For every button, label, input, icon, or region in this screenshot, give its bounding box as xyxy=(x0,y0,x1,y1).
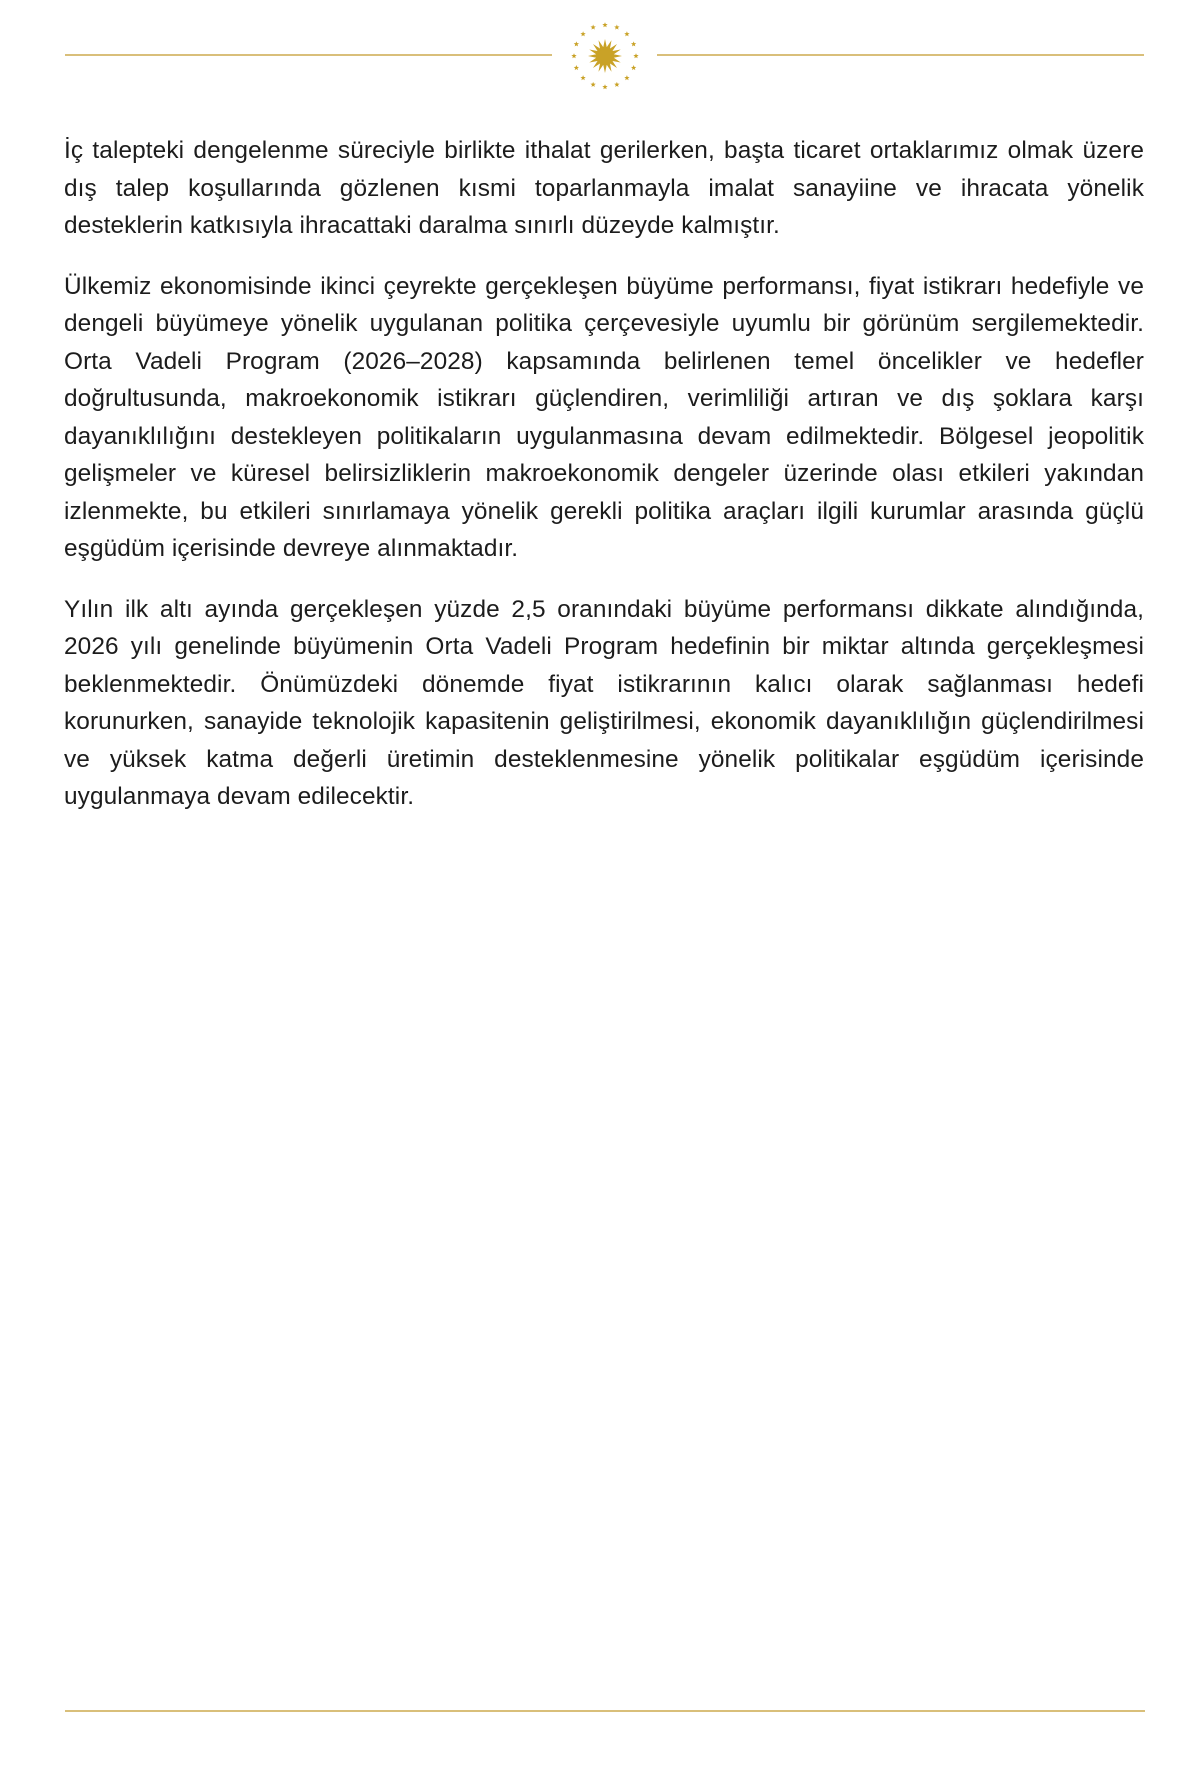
paragraph-growth-performance: Ülkemiz ekonomisinde ikinci çeyrekte gerçekleşen büyüme performansı, fiyat istikrarı hedefiyle ve dengeli büyümeye yönelik uygulanan politika çerçevesiyle uyumlu bir görünüm sergilemektedir. Orta Vadeli Program (2026–2028) kapsamında belirlenen temel öncelikler ve hedefler doğrultusunda, makroekonomik istikrarı güçlendiren, verimliliği artıran ve dış şoklara karşı dayanıklılığını destekleyen politikaların uygulanmasına devam edilmektedir. Bölgesel jeopolitik gelişmeler ve küresel belirsizliklerin makroekonomik dengeler üzerinde olası etkileri yakından izlenmekte, bu etkileri sınırlamaya yönelik gerekli politika araçları ilgili kurumlar arasında güçlü eşgüdüm içerisinde devreye alınmaktadır. xyxy=(64,272,1144,562)
star-icon xyxy=(590,25,595,30)
header-divider-right xyxy=(657,54,1144,56)
header-divider-left xyxy=(65,54,552,56)
star-icon xyxy=(631,65,636,70)
star-icon xyxy=(580,31,585,36)
sun-icon xyxy=(588,39,622,73)
star-icon xyxy=(614,25,619,30)
star-icon xyxy=(624,75,629,80)
star-icon xyxy=(614,82,619,87)
star-icon xyxy=(631,41,636,46)
paragraph-outlook: Yılın ilk altı ayında gerçekleşen yüzde 2,5 oranındaki büyüme performansı dikkate alındığında, 2026 yılı genelinde büyümenin Orta Vadeli Program hedefinin bir miktar altında gerçekleşmesi beklenmektedir. Önümüzdeki dönemde fiyat istikrarının kalıcı olarak sağlanması hedefi korunurken, sanayide teknolojik kapasitenin geliştirilmesi, ekonomik dayanıklılığın güçlendirilmesi ve yüksek katma değerli üretimin desteklenmesine yönelik politikalar eşgüdüm içerisinde uygulanmaya devam edilecektir. xyxy=(64,595,1144,810)
star-icon xyxy=(571,53,576,58)
document-body xyxy=(64,132,1144,839)
star-icon xyxy=(602,22,607,27)
paragraph-imports-exports: İç talepteki dengelenme süreciyle birlikte ithalat gerilerken, başta ticaret ortaklarımız olmak üzere dış talep koşullarında gözlenen kısmi toparlanmayla imalat sanayiine ve ihracata yönelik desteklerin katkısıyla ihracattaki daralma sınırlı düzeyde kalmıştır. xyxy=(64,137,1144,239)
presidential-emblem-icon xyxy=(567,18,643,94)
star-icon xyxy=(574,41,579,46)
star-icon xyxy=(633,53,638,58)
footer-divider xyxy=(65,1710,1145,1712)
star-icon xyxy=(624,31,629,36)
star-icon xyxy=(580,75,585,80)
star-icon xyxy=(602,84,607,89)
star-icon xyxy=(590,82,595,87)
star-icon xyxy=(574,65,579,70)
